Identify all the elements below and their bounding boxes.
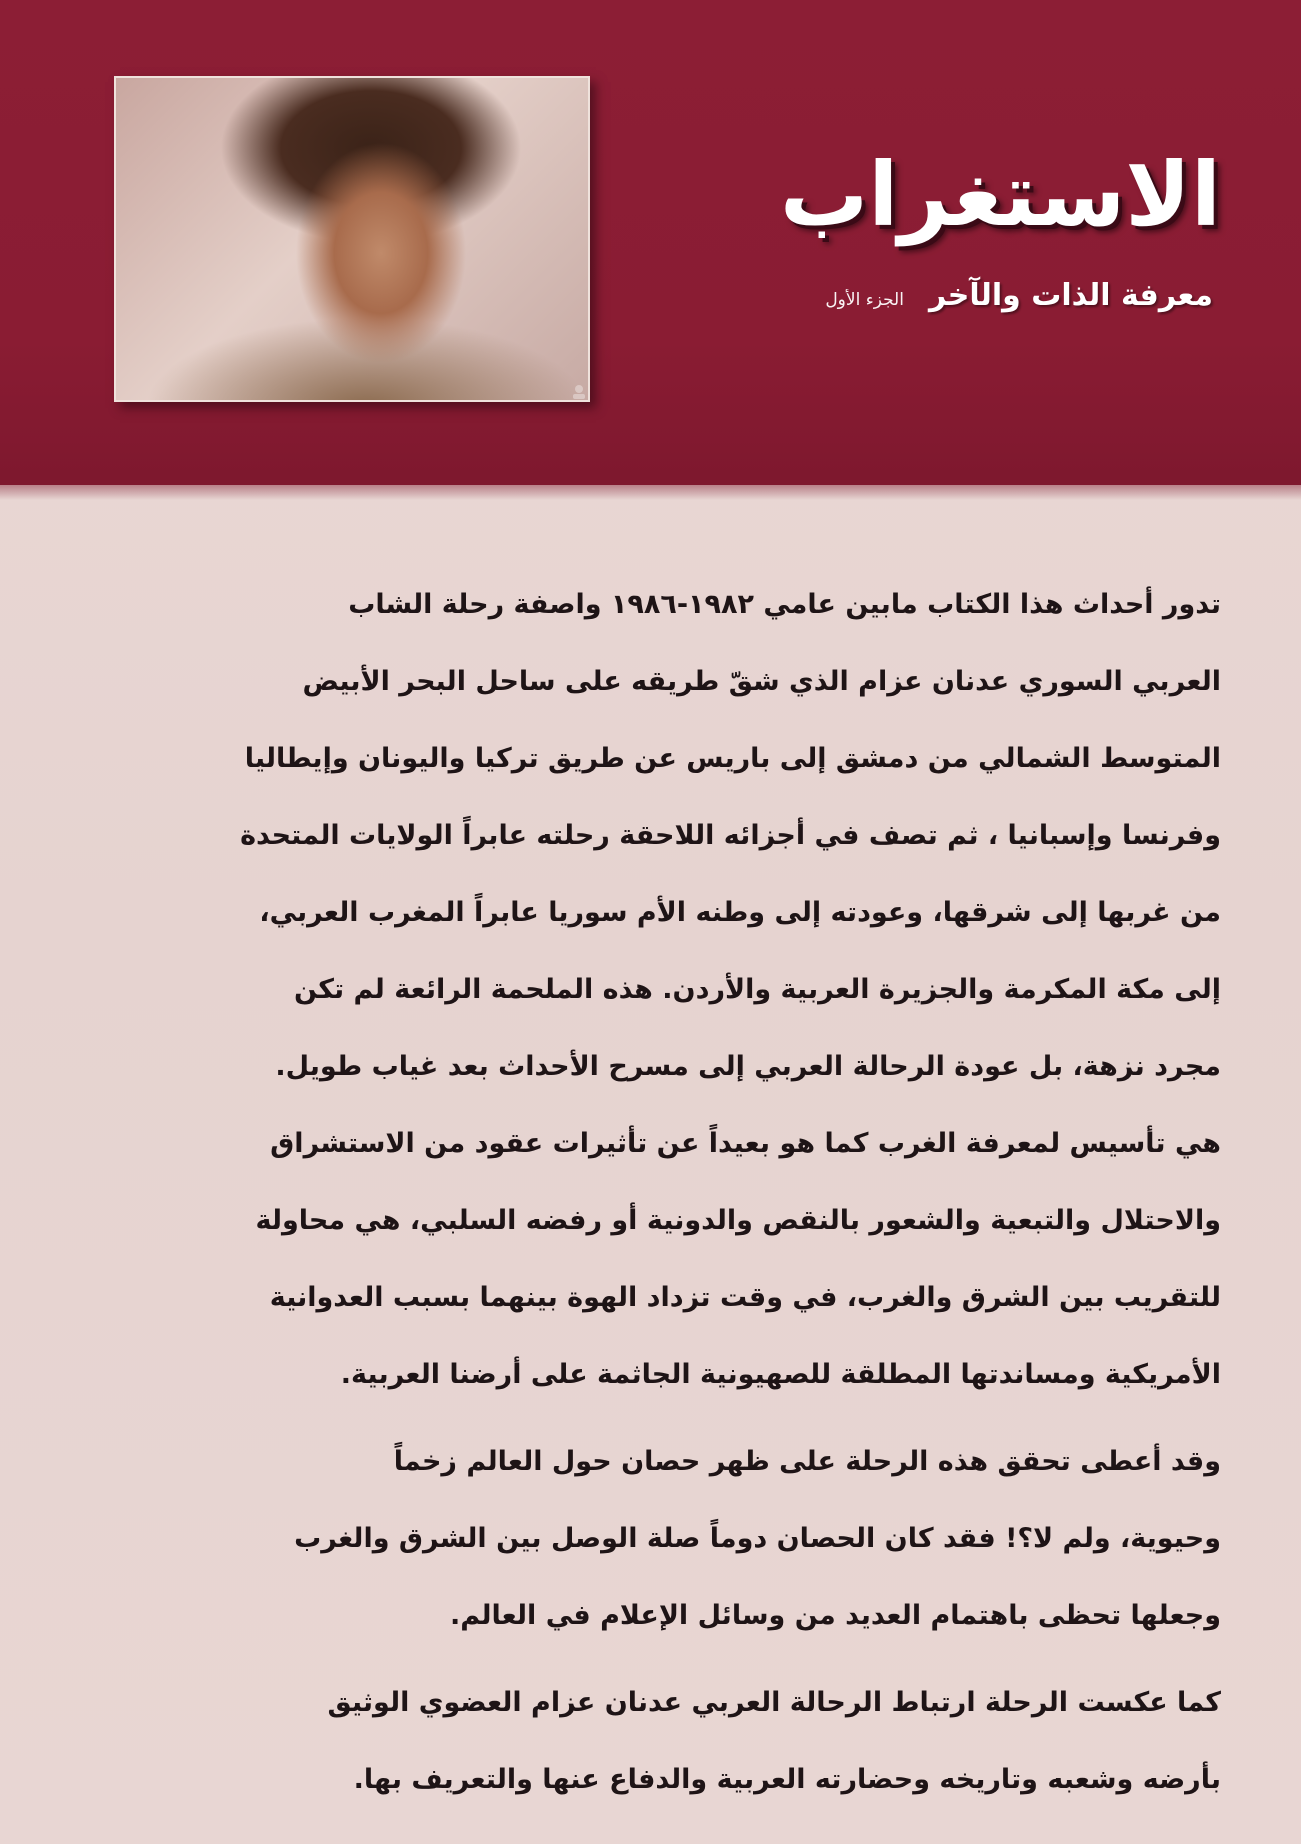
book-subtitle: معرفة الذات والآخر: [929, 278, 1213, 313]
text-line: هي تأسيس لمعرفة الغرب كما هو بعيداً عن تأثيرات عقود من الاستشراق: [270, 1128, 1221, 1159]
text-line: وقد أعطى تحقق هذه الرحلة على ظهر حصان حول العالم زخماً: [393, 1446, 1221, 1477]
portrait-icon: [570, 382, 588, 400]
text-line: كما عكست الرحلة ارتباط الرحالة العربي عدنان عزام العضوي الوثيق: [327, 1687, 1221, 1718]
text-line: المتوسط الشمالي من دمشق إلى باريس عن طريق تركيا واليونان وإيطاليا: [244, 743, 1221, 774]
text-line: وجعلها تحظى باهتمام العديد من وسائل الإعلام في العالم.: [449, 1600, 1221, 1631]
text-line: إلى مكة المكرمة والجزيرة العربية والأردن. هذه الملحمة الرائعة لم تكن: [293, 974, 1221, 1005]
text-line: للتقريب بين الشرق والغرب، في وقت تزداد الهوة بينهما بسبب العدوانية: [269, 1282, 1221, 1313]
text-line: وحيوية، ولم لا؟! فقد كان الحصان دوماً صلة الوصل بين الشرق والغرب: [294, 1523, 1221, 1554]
author-photo: [114, 76, 590, 402]
blurb: [101, 566, 1221, 1818]
paragraph-gap: [101, 1654, 1221, 1664]
subtitle-row: [825, 278, 1213, 313]
text-line: بأرضه وشعبه وتاريخه وحضارته العربية والدفاع عنها والتعريف بها.: [353, 1764, 1221, 1795]
text-line: من غربها إلى شرقها، وعودته إلى وطنه الأم سوريا عابراً المغرب العربي،: [259, 897, 1221, 928]
paragraph-gap: [101, 1413, 1221, 1423]
blurb-paragraph-1: [101, 566, 1221, 1413]
text-line: العربي السوري عدنان عزام الذي شقّ طريقه على ساحل البحر الأبيض: [302, 666, 1221, 697]
band-divider: [0, 470, 1301, 500]
blurb-paragraph-3: [101, 1664, 1221, 1818]
text-line: مجرد نزهة، بل عودة الرحالة العربي إلى مسرح الأحداث بعد غياب طويل.: [275, 1051, 1221, 1082]
text-line: وفرنسا وإسبانيا ، ثم تصف في أجزائه اللاحقة رحلته عابراً الولايات المتحدة: [240, 820, 1221, 851]
book-title: الاستغراب: [779, 143, 1221, 246]
blurb-paragraph-2: [101, 1423, 1221, 1654]
text-line: الأمريكية ومساندتها المطلقة للصهيونية الجاثمة على أرضنا العربية.: [340, 1359, 1221, 1390]
text-line: والاحتلال والتبعية والشعور بالنقص والدونية أو رفضه السلبي، هي محاولة: [255, 1205, 1221, 1236]
text-line: تدور أحداث هذا الكتاب مابين عامي ١٩٨٢-١٩٨٦ واصفة رحلة الشاب: [348, 589, 1221, 620]
volume-label: الجزء الأول: [825, 290, 904, 310]
